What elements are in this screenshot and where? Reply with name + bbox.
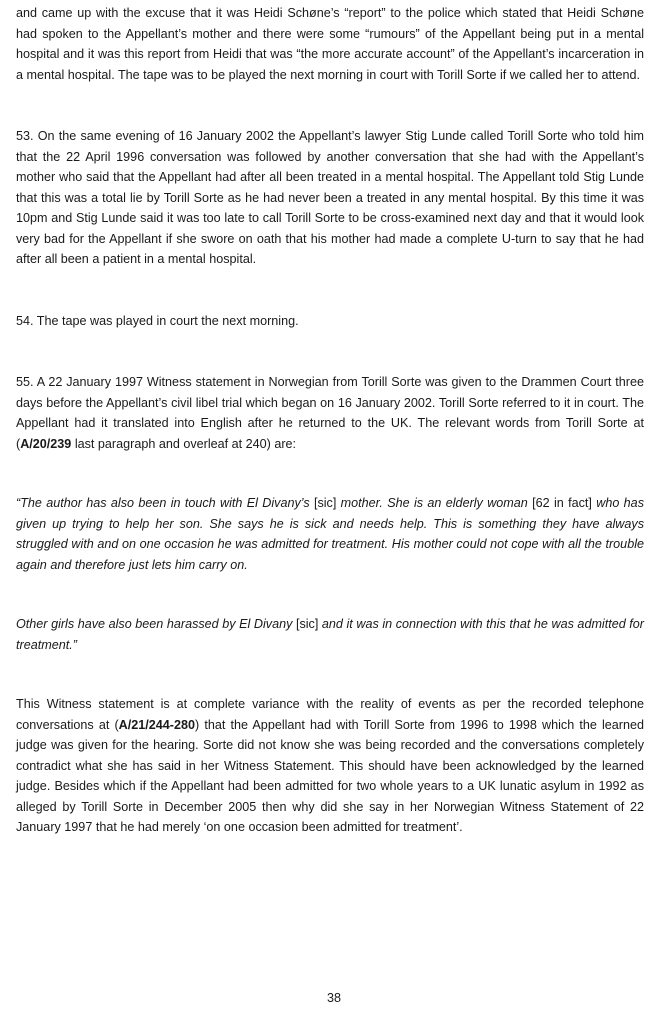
quotation-2-part-2: and it was in connection with this that he was admitted for treatment.”	[16, 617, 645, 652]
paragraph-variance-text-end: ) that the Appellant had with Torill Sorte from 1996 to 1998 which the learned judge was given for the hearing. Sorte did not know she was being recorded and the conversations completely contradict what she has said in her Witness Statement. This should have been acknowledged by the learned judge. Besides which if the Appellant had been admitted for two whole years to a UK lunatic asylum in 1992 as alleged by Torill Sorte in December 2005 then why did she say in her Norwegian Witness Statement of 22 January 1997 that he had merely ‘on one occasion been admitted for treatment’.	[16, 717, 644, 834]
document-page	[16, 3, 644, 838]
paragraph-55	[16, 372, 644, 454]
paragraph-55-text-end: last paragraph and overleaf at 240) are:	[71, 436, 297, 451]
paragraph-53: 53. On the same evening of 16 January 2002 the Appellant’s lawyer Stig Lunde called Torill Sorte who told him that the 22 April 1996 conversation was followed by another conversation that she had with the Appellant’s mother who said that the Appellant had after all been treated in a mental hospital. The Appellant told Stig Lunde that this was a total lie by Torill Sorte as he had never been a treated in any mental hospital. By this time it was 10pm and Stig Lunde said it was too late to call Torill Sorte to be cross-examined next day and that it would look very bad for the Appellant if she swore on oath that his mother had made a complete U-turn to say that he had after all been a patient in a mental hospital.	[16, 129, 644, 266]
spacer	[16, 575, 644, 614]
sic-annotation: [sic]	[313, 496, 337, 510]
sic-annotation: [sic]	[295, 617, 319, 631]
fact-annotation: [62 in fact]	[532, 496, 592, 510]
bundle-reference: A/21/244-280	[118, 717, 195, 732]
paragraph-55-text-start: 55. A 22 January 1997 Witness statement in Norwegian from Torill Sorte was given to the Drammen Court three days before the Appellant’s civil libel trial which began on 16 January 2002. Torill Sorte referred to it in court. The Appellant had it translated into English after he returned to the UK. The relevant words from Torill Sorte at (	[16, 375, 644, 451]
paragraph-variance	[16, 694, 644, 838]
quotation-1-part-1: “The author has also been in touch with El Divany’s	[16, 496, 314, 510]
quotation-2	[16, 614, 644, 655]
quotation-2-part-1: Other girls have also been harassed by El Divany	[16, 617, 296, 631]
spacer	[16, 454, 644, 493]
quotation-1	[16, 493, 644, 575]
paragraph-54: 54. The tape was played in court the next morning.	[16, 313, 299, 328]
paragraph-intro: and came up with the excuse that it was Heidi Schøne’s “report” to the police which stated that Heidi Schøne had spoken to the Appellant’s mother and there were some “rumours” of the Appellant being put in a mental hospital and it was this report from Heidi that was “the more accurate account” of the Appellant’s incarceration in a mental hospital. The tape was to be played the next morning in court with Torill Sorte if we called her to attend.	[16, 6, 644, 82]
spacer	[16, 331, 644, 372]
quotation-1-part-2: mother. She is an elderly woman	[336, 496, 533, 510]
paragraph-variance-text-start: This Witness statement is at complete variance with the reality of events as per the recorded telephone conversations at (	[16, 697, 644, 732]
spacer	[16, 85, 644, 126]
spacer	[16, 270, 644, 311]
quotation-1-part-3: who has given up trying to help her son. She says he is sick and needs help. This is something they have always struggled with and on one occasion he was admitted for treatment. His mother could not cope with all the trouble again and therefore just lets him carry on.	[16, 496, 644, 572]
spacer	[16, 655, 644, 694]
page-number: 38	[326, 991, 341, 1005]
bundle-reference: A/20/239	[20, 436, 72, 451]
